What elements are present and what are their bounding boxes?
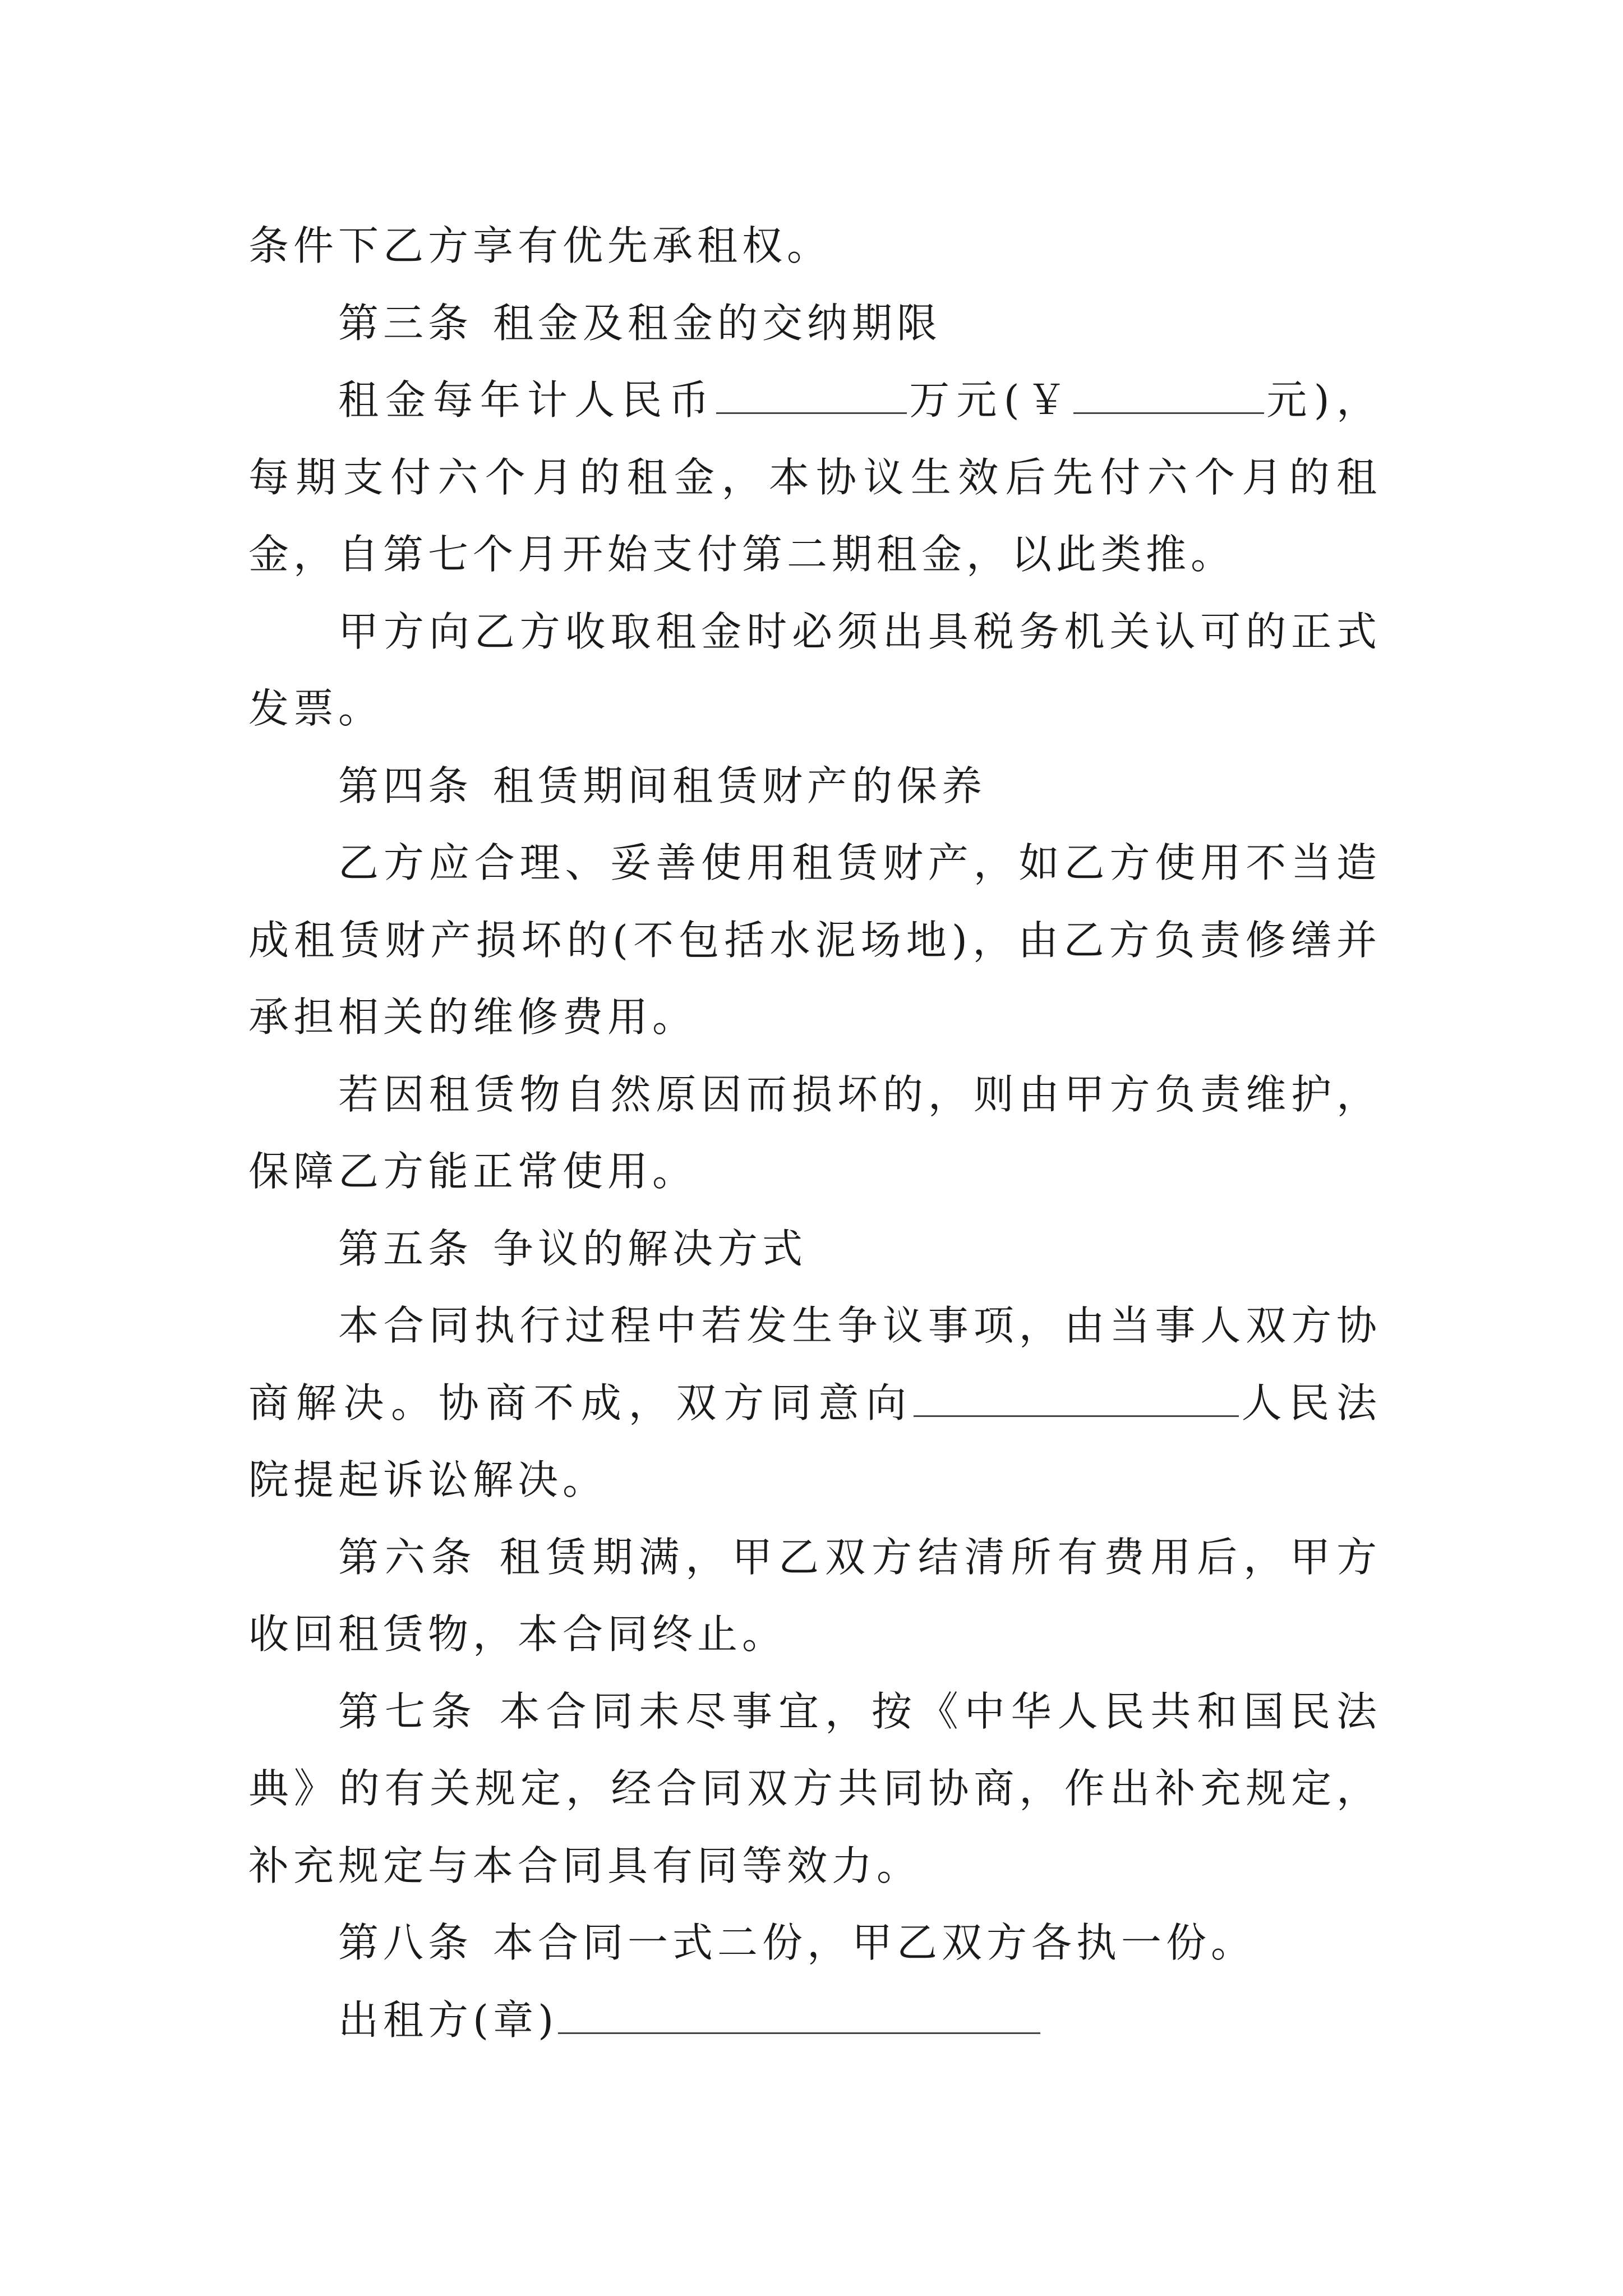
paragraph-invoice [248,593,1381,748]
paragraph-text: 租赁期满，甲乙双方结清所有费用后，甲方收回租赁物，本合同终止。 [248,1533,1381,1658]
paragraph-maintenance-landlord [248,1056,1381,1211]
paragraph-text: 乙方应合理、妥善使用租赁财产，如乙方使用不当造成租赁财产损坏的(不包括水泥场地)，由乙方负责修缮并承担相关的维修费用。 [248,839,1381,1041]
article-title: 争议的解决方式 [493,1225,808,1272]
paragraph-text: 本合同一式二份，甲乙双方各执一份。 [493,1919,1256,1966]
article-number: 第六条 [338,1533,478,1581]
document-page [248,208,1381,2059]
paragraph-text: 本合同未尽事宜，按《中华人民共和国民法典》的有关规定，经合同双方共同协商，作出补充规定，补充规定与本合同具有同等效力。 [248,1687,1381,1889]
article-number: 第五条 [338,1225,473,1272]
paragraph-text: 条件下乙方享有优先承租权。 [248,222,832,269]
article-4-heading [248,748,1381,825]
paragraph-text: 人民法院提起诉讼解决。 [248,1379,1381,1503]
article-number: 第七条 [338,1687,478,1735]
paragraph-text: 租金每年计人民币 [338,376,716,424]
blank-court-name [914,1379,1239,1417]
paragraph-dispute [248,1287,1381,1519]
paragraph-text: 万元(￥ [906,376,1074,424]
article-8 [248,1904,1381,1982]
article-number: 第四条 [338,762,473,809]
article-6 [248,1519,1381,1673]
blank-rent-yuan [1073,376,1264,414]
article-title: 租赁期间租赁财产的保养 [493,762,987,809]
blank-lessor-signature [558,1996,1040,2034]
paragraph-rent-amount [248,362,1381,593]
paragraph-text: 甲方向乙方收取租金时必须出具税务机关认可的正式发票。 [248,608,1381,732]
signature-label: 出租方(章) [338,1996,559,2044]
lessor-signature-line [248,1982,1381,2059]
paragraph-text: 若因租赁物自然原因而损坏的，则由甲方负责维护，保障乙方能正常使用。 [248,1070,1381,1195]
article-number: 第八条 [338,1919,473,1966]
article-5-heading [248,1211,1381,1288]
paragraph-priority-lease [248,208,1381,285]
paragraph-text: 元)，每期支付六个月的租金，本协议生效后先付六个月的租金，自第七个月开始支付第二期租金，以此类推。 [248,376,1381,578]
article-number: 第三条 [338,299,473,347]
article-3-heading [248,285,1381,362]
paragraph-maintenance-tenant [248,825,1381,1056]
article-title: 租金及租金的交纳期限 [493,299,942,347]
article-7 [248,1673,1381,1905]
blank-rent-amount [716,376,907,414]
paragraph-text: 本合同执行过程中若发生争议事项，由当事人双方协商解决。协商不成，双方同意向 [248,1302,1381,1427]
